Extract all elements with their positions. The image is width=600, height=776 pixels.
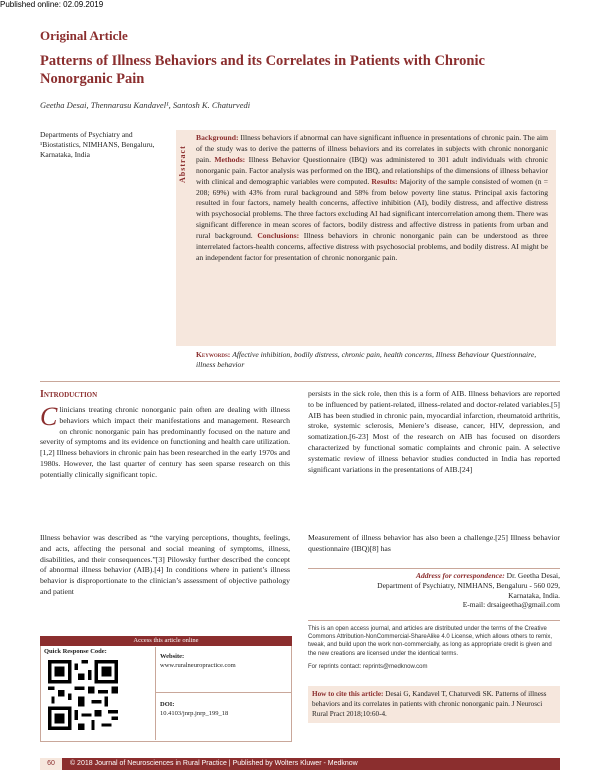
how-to-cite-box [308,686,560,723]
intro-paragraph-4: Measurement of illness behavior has also been a challenge.[25] Illness behavior questionnaire (IBQ)[8] has [308,533,560,553]
page-footer [40,758,560,770]
how-to-cite-label: How to cite this article: [312,690,384,698]
license-text: This is an open access journal, and articles are distributed under the terms of the Creative Commons Attribution-NonCommercial-ShareAlike 4.0 License, which allows others to remix, tweak, and build upon the work non-commercially, as long as appropriate credit is given and the new creations are licensed under the identical terms. [308,620,560,658]
website-block [160,652,236,670]
access-divider-horizontal [155,692,291,693]
doi-block [160,700,228,718]
section-divider [40,381,560,382]
access-divider-vertical [155,647,156,740]
footer-text: © 2018 Journal of Neurosciences in Rural Practice | Published by Wolters Kluwer - Medknow [69,760,358,767]
author-list: Geetha Desai, Thennarasu Kandavel¹, Santosh K. Chaturvedi [40,100,251,110]
abstract-conclusions-head: Conclusions: [257,231,300,241]
published-date: Published online: 02.09.2019 [0,0,104,9]
doi-link[interactable]: 10.4103/jnrp.jnrp_199_18 [160,710,229,717]
intro-paragraph-1 [40,402,290,481]
doi-label: DOI: [160,701,175,708]
abstract-text [196,133,548,264]
reprints-contact[interactable]: For reprints contact: reprints@medknow.com [308,664,428,670]
drop-cap: C [40,402,58,431]
access-header: Access this article online [40,636,292,646]
abstract-results-head: Results: [371,176,398,186]
abstract-label: Abstract [178,145,187,183]
intro-paragraph-3: persists in the sick role, then this is a form of AIB. Illness behaviors are reported to be influenced by patient-related, illness-related and doctor-related variables.[5] AIB has been studied in chronic pain, myocardial infarction, rheumatoid arthritis, stroke, systemic sclerosis, Meniere’s disease, cancer, HIV, depression, and somatization.[6-23] Most of the research on AIB has focused on disorders characterized by functional somatic complaints and chronic pain. A selective systematic review of illness behavior studies conducted in India has reported significant variations in the presentations of AIB.[24] [308,389,560,474]
website-label: Website: [160,653,185,660]
article-title: Patterns of Illness Behaviors and its Correlates in Patients with Chronic Nonorganic Pain [40,53,485,87]
abstract-background: Illness behaviors if abnormal can have significant influence in presentations of chronic pain. The aim of the study was to derive the patterns of illness behaviors and its correlates in subjects with chronic nonorganic pain. [196,133,548,164]
website-link[interactable]: www.ruralneuropractice.com [160,662,236,669]
correspondence-line1: Department of Psychiatry, NIMHANS, Bengaluru - 560 029, [377,580,560,590]
keywords [196,350,548,370]
abstract-methods-head: Methods: [214,154,246,164]
abstract-results: Majority of the sample consisted of women (n = 208; 69%) with 43% from rural background and 58% from below poverty line status. Principal axis factoring resulted in four factors, namely health concerns, affective inhibition (AI), bodily distress, and affective distress with psychosocial problems. The three factors excluding AI had significant intercorrelation among them. There was significant difference in mean scores of factors, bodily distress and affective distress in patients from urban and rural background. [196,176,548,241]
correspondence-email[interactable]: E-mail: drsaigeetha@gmail.com [462,600,560,610]
intro-paragraph-2: Illness behavior was described as “the varying perceptions, thoughts, feelings, and acts, affecting the personal and social meaning of symptoms, illness, disabilities, and their consequences.”[3] Pilowsky further described the concept of abnormal illness behavior (AIB).[4] In conditions where in patient’s illness behavior is disproportionate to the clinician’s assessment of objective pathology and patient [40,533,290,596]
article-type: Original Article [40,28,128,43]
correspondence-block [308,568,560,610]
correspondence-label: Address for correspondence: [416,571,505,580]
abstract-conclusions: Illness behaviors in chronic nonorganic pain can be understood as three interrelated factors-health concerns, affective distress with psychosocial problems, and bodily distress. AI might be an independent factor for presentation of chronic nonorganic pain. [196,231,548,262]
abstract-methods: Illness Behavior Questionnaire (IBQ) was administered to 301 adult individuals with chronic nonorganic pain. Factor analysis was performed on the IBQ, and relationships of the dimensions of illness behavior with clinical and demographic variables were computed. [196,154,548,186]
abstract-background-head: Background: [196,133,239,142]
keywords-label: Keywords: [196,350,231,359]
intro-heading: Introduction [40,389,98,400]
correspondence-line2: Karnataka, India. [508,590,560,600]
correspondence-name: Dr. Geetha Desai, [506,571,560,580]
page-number: 60 [40,758,62,770]
qr-code-icon[interactable] [48,660,118,730]
qr-label: Quick Response Code: [44,648,107,655]
keywords-text: Affective inhibition, bodily distress, chronic pain, health concerns, Illness Behaviour Questionnaire, illness behavior [196,350,537,369]
affiliation: Departments of Psychiatry and ¹Biostatistics, NIMHANS, Bengaluru, Karnataka, India [40,130,155,159]
intro-p1-text: linicians treating chronic nonorganic pain often are dealing with illness behaviors which impact their manifestations and management. Research on chronic nonorganic pain has predominantly focused on the nature and severity of symptoms and its evidence on functioning and health care utilization.[1,2] Illness behaviors in chronic pain has been researched in the early 1970s and 1980s. However, the last quarter of century has seen sparse research on this potentially clinically significant topic. [40,405,290,479]
how-to-cite-text: Desai G, Kandavel T, Chaturvedi SK. Patterns of illness behaviors and its correlates in patients with chronic nonorganic pain. J Neurosci Rural Pract 2018;10:60-4. [312,690,547,718]
